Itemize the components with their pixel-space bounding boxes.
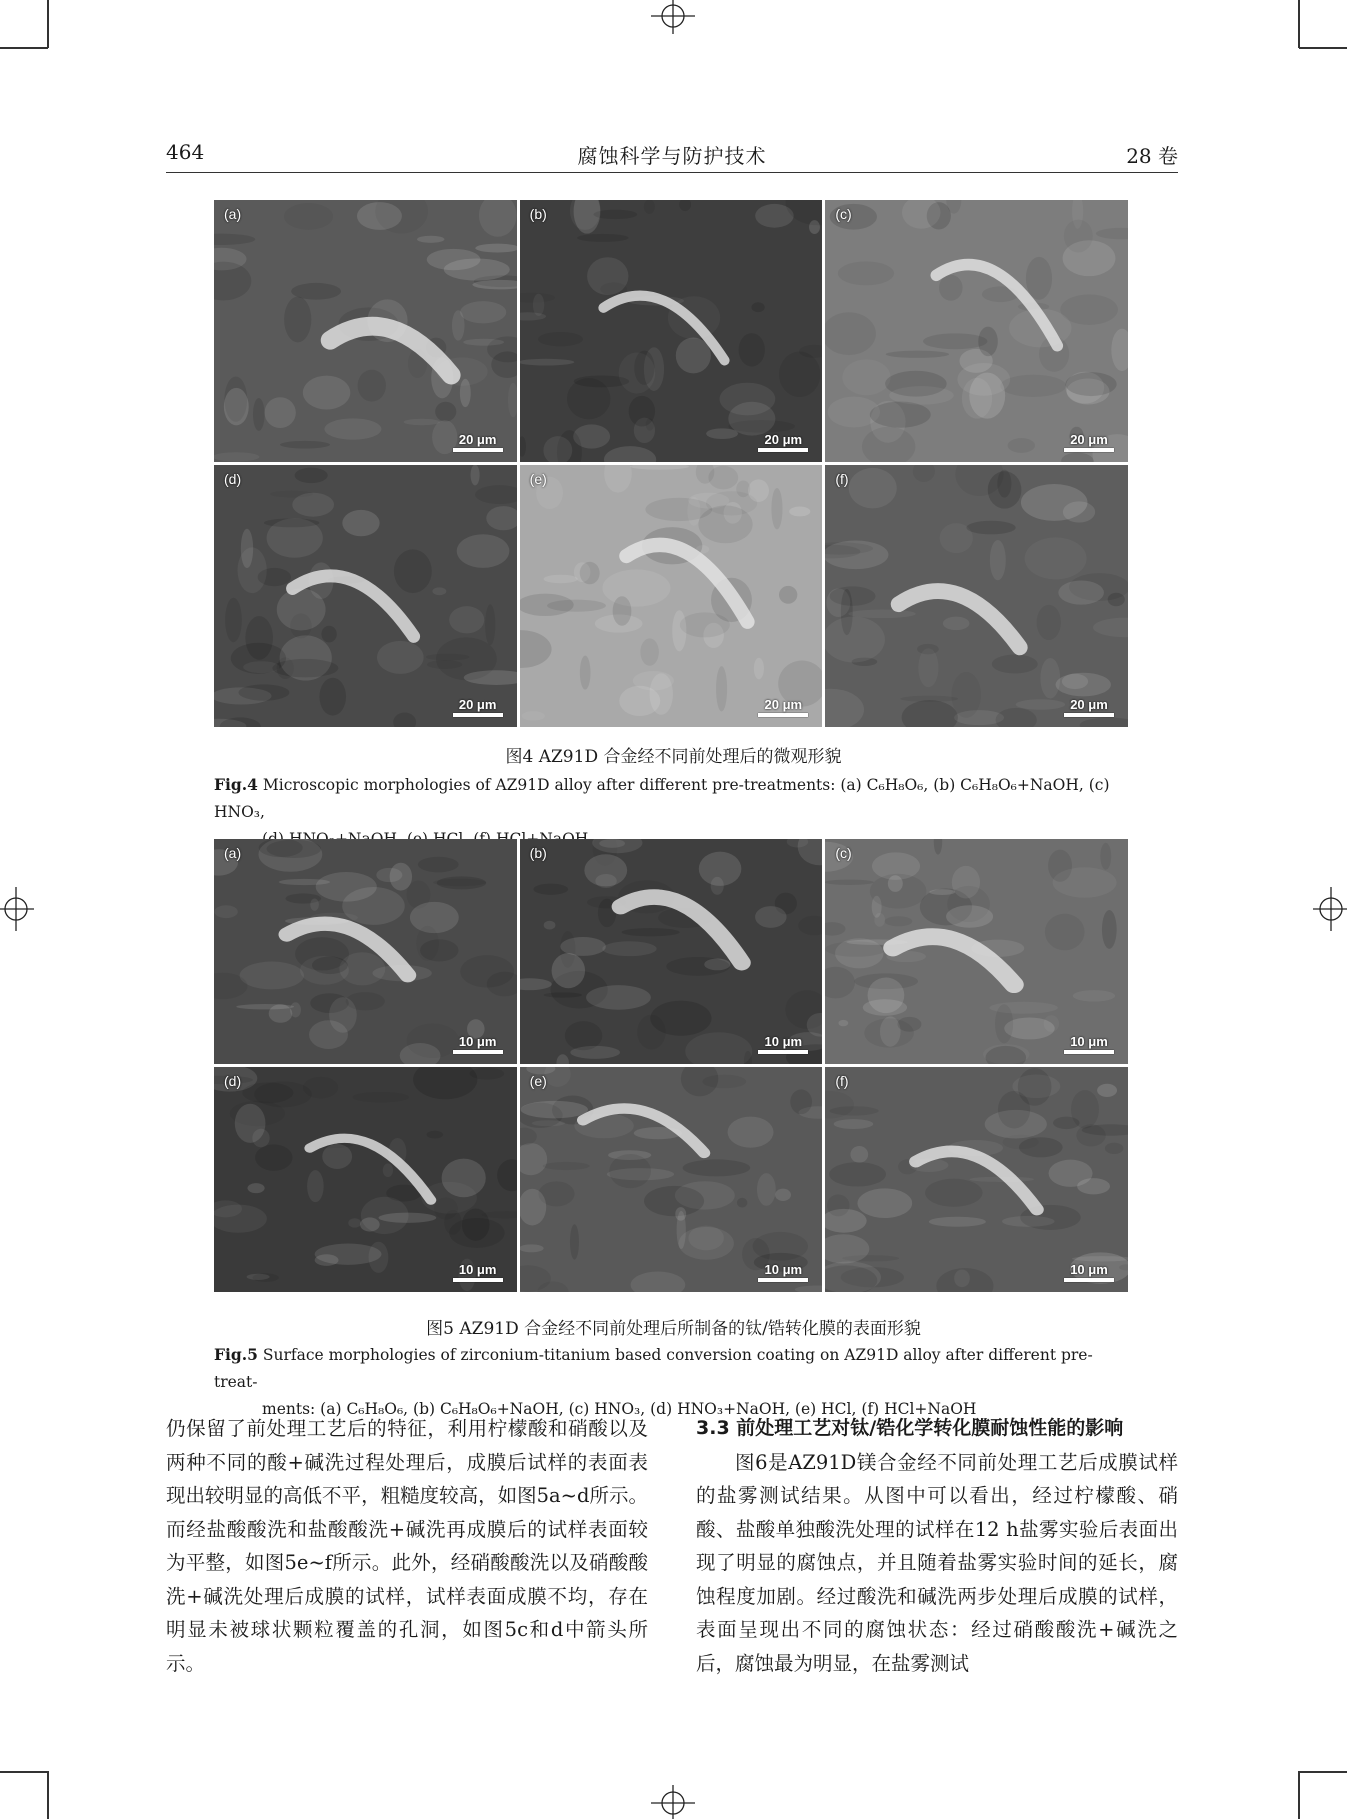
figure-5-panel (825, 1067, 1128, 1292)
scale-bar: 10 μm (1064, 1034, 1114, 1054)
crop-mark (47, 0, 49, 48)
micrograph-image (520, 200, 823, 462)
panel-label: (b) (529, 206, 547, 222)
right-column (696, 1412, 1178, 1680)
figure-4-panel (520, 200, 823, 462)
registration-mark-icon (651, 1775, 695, 1819)
figure-4-panel (825, 200, 1128, 462)
panel-label: (d) (224, 471, 242, 487)
scale-bar: 20 μm (758, 697, 808, 717)
figure-4-panel (825, 465, 1128, 727)
scale-bar: 10 μm (758, 1262, 808, 1282)
scale-bar-line (1064, 448, 1114, 452)
panel-label: (e) (529, 471, 547, 487)
scale-bar-line (453, 1050, 503, 1054)
scale-bar: 20 μm (453, 432, 503, 452)
scale-bar: 10 μm (1064, 1262, 1114, 1282)
crop-mark (1298, 0, 1300, 48)
scale-bar: 20 μm (1064, 432, 1114, 452)
micrograph-image (520, 1067, 823, 1292)
figure-5-caption-cn: 图5 AZ91D 合金经不同前处理后所制备的钛/锆转化膜的表面形貌 (426, 1319, 921, 1339)
micrograph-image (214, 200, 517, 462)
right-paragraph: 图6是AZ91D镁合金经不同前处理工艺后成膜试样的盐雾测试结果。从图中可以看出，经过柠檬酸、硝酸、盐酸单独酸洗处理的试样在12 h盐雾实验后表面出现了明显的腐蚀点，并且随着盐雾实验时间的延长，腐蚀程度加剧。经过酸洗和碱洗两步处理后成膜的试样，表面呈现出不同的腐蚀状态：经过硝酸酸洗+碱洗之后，腐蚀最为明显，在盐雾测试 (696, 1450, 1178, 1675)
figure-4-caption-line1: Microscopic morphologies of AZ91D alloy after different pre-treatments: (a) C₆H₈O₆, (b) C₆H₈O₆+NaOH, (c) HNO₃, (214, 776, 1110, 821)
registration-mark-icon (0, 887, 44, 931)
figure-5-panel (214, 1067, 517, 1292)
scale-bar-line (758, 713, 808, 717)
scale-bar-line (453, 1278, 503, 1282)
page-number: 464 (166, 140, 205, 164)
figure-4-caption-cn: 图4 AZ91D 合金经不同前处理后的微观形貌 (505, 747, 842, 767)
scale-bar: 20 μm (1064, 697, 1114, 717)
running-header (166, 136, 1178, 173)
micrograph-image (214, 465, 517, 727)
panel-label: (a) (224, 206, 242, 222)
left-column (166, 1412, 648, 1680)
figure-4-panel (214, 200, 517, 462)
figure-5-caption-line1: Surface morphologies of zirconium-titanium based conversion coating on AZ91D alloy after different pre-treat- (214, 1346, 1093, 1391)
panel-label: (e) (529, 1073, 547, 1089)
micrograph-image (825, 465, 1128, 727)
registration-mark-icon (651, 0, 695, 44)
figure-5-grid (214, 839, 1128, 1292)
scale-bar-line (453, 448, 503, 452)
registration-mark-icon (1303, 887, 1347, 931)
section-heading: 3.3 前处理工艺对钛/锆化学转化膜耐蚀性能的影响 (696, 1417, 1124, 1439)
volume-number: 28 卷 (1126, 144, 1178, 168)
figure-5-panel (520, 1067, 823, 1292)
scale-bar: 10 μm (453, 1034, 503, 1054)
crop-mark (0, 1771, 48, 1773)
figure-5-panel (825, 839, 1128, 1064)
panel-label: (c) (835, 206, 852, 222)
panel-label: (f) (835, 1073, 849, 1089)
scale-bar-line (1064, 1050, 1114, 1054)
figure-4-panel (214, 465, 517, 727)
scale-bar-line (453, 713, 503, 717)
scale-bar-line (758, 1050, 808, 1054)
micrograph-image (520, 839, 823, 1064)
scale-bar-line (1064, 1278, 1114, 1282)
figure-5-label: Fig.5 (214, 1345, 258, 1364)
figure-5-panel (520, 839, 823, 1064)
micrograph-image (214, 839, 517, 1064)
scale-bar-line (758, 448, 808, 452)
figure-5-panel (214, 839, 517, 1064)
crop-mark (1298, 1771, 1300, 1819)
panel-label: (d) (224, 1073, 242, 1089)
micrograph-image (825, 1067, 1128, 1292)
micrograph-image (214, 1067, 517, 1292)
crop-mark (1299, 47, 1347, 49)
crop-mark (47, 1771, 49, 1819)
figure-5-caption-en (214, 1341, 1128, 1423)
panel-label: (f) (835, 471, 849, 487)
figure-4-panel (520, 465, 823, 727)
left-paragraph: 仍保留了前处理工艺后的特征，利用柠檬酸和硝酸以及两种不同的酸+碱洗过程处理后，成膜后试样的表面表现出较明显的高低不平，粗糙度较高，如图5a~d所示。而经盐酸酸洗和盐酸酸洗+碱洗再成膜后的试样表面较为平整，如图5e~f所示。此外，经硝酸酸洗以及硝酸酸洗+碱洗处理后成膜的试样，试样表面成膜不均，存在明显未被球状颗粒覆盖的孔洞，如图5c和d中箭头所示。 (166, 1417, 648, 1675)
micrograph-image (825, 839, 1128, 1064)
figure-5-caption-line2: ments: (a) C₆H₈O₆, (b) C₆H₈O₆+NaOH, (c) HNO₃, (d) HNO₃+NaOH, (e) HCl, (f) HCl+NaOH (262, 1400, 977, 1418)
panel-label: (c) (835, 845, 852, 861)
journal-title: 腐蚀科学与防护技术 (577, 144, 767, 168)
scale-bar: 20 μm (758, 432, 808, 452)
scale-bar-line (758, 1278, 808, 1282)
scale-bar: 10 μm (758, 1034, 808, 1054)
crop-mark (0, 47, 48, 49)
panel-label: (a) (224, 845, 242, 861)
scale-bar: 20 μm (453, 697, 503, 717)
figure-4-label: Fig.4 (214, 775, 258, 794)
micrograph-image (825, 200, 1128, 462)
scale-bar: 10 μm (453, 1262, 503, 1282)
scale-bar-line (1064, 713, 1114, 717)
figure-4-grid (214, 200, 1128, 727)
micrograph-image (520, 465, 823, 727)
crop-mark (1299, 1771, 1347, 1773)
panel-label: (b) (529, 845, 547, 861)
